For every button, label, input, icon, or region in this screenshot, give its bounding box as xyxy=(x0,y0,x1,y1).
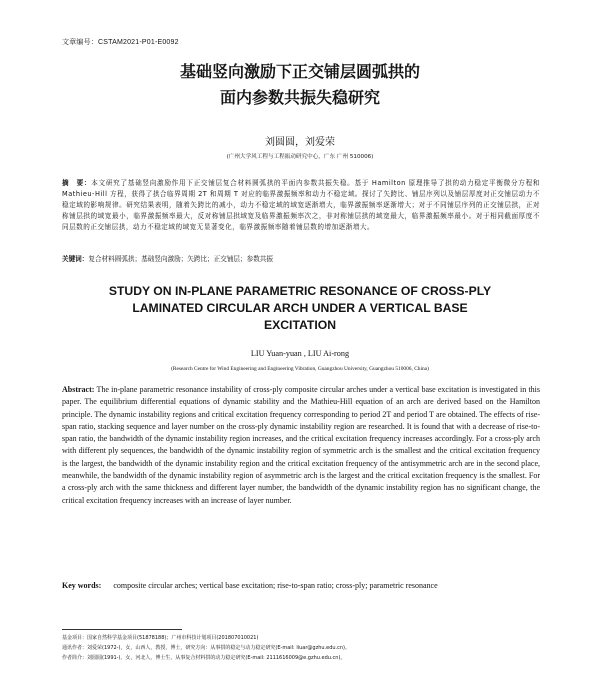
english-keywords-label: Key words: xyxy=(62,581,102,590)
chinese-authors: 刘圆圆，刘爱荣 xyxy=(265,137,335,148)
english-title-line-2: LAMINATED CIRCULAR ARCH UNDER A VERTICAL BASE xyxy=(132,301,468,315)
footnote-funding: 基金项目：国家自然科学基金项目(51878188)；广州市科技计划项目(201807010021) xyxy=(62,635,259,641)
footnotes xyxy=(62,633,350,663)
chinese-affiliation: (广州大学风工程与工程振动研究中心，广东 广州 510006) xyxy=(226,154,374,160)
footnote-divider xyxy=(62,629,182,630)
chinese-abstract-label: 摘 要： xyxy=(62,179,92,187)
english-keywords-text: composite circular arches; vertical base excitation; rise-to-span ratio; cross-ply; parametric resonance xyxy=(113,581,438,590)
english-abstract xyxy=(62,384,540,507)
english-authors: LIU Yuan-yuan , LIU Ai-rong xyxy=(250,349,350,358)
english-affiliation: (Research Centre for Wind Engineering and Engineering Vibration, Guangzhou University, Guangzhou 510006, China) xyxy=(171,366,429,372)
english-title-line-1: STUDY ON IN-PLANE PARAMETRIC RESONANCE OF CROSS-PLY xyxy=(108,284,492,298)
chinese-title-line-1: 基础竖向激励下正交铺层圆弧拱的 xyxy=(179,62,420,81)
english-title-line-3: EXCITATION xyxy=(264,318,336,332)
english-keywords xyxy=(62,580,540,592)
english-abstract-text: The in-plane parametric resonance instability of cross-ply composite circular arches under a vertical base excitation is investigated in this paper. The equilibrium differential equations of dynamic stability and the Mathieu-Hill equation of an arch are derived based on the Hamilton principle. The dynamic instability regions and critical excitation frequency corresponding to period 2T and period T are obtained. The effects of rise-span ratio, stacking sequence and layer number on the cross-ply dynamic instability region are researched. It is found that with a decrease of rise-to-span ratio, the bandwidth of the dynamic instability region increases, and the critical excitation frequency increases accordingly. For a cross-ply arch with different ply sequences, the bandwidth of the dynamic instability region of symmetric arch is the smallest and the critical excitation frequency is the largest, the bandwidth of the dynamic instability region and the critical excitation frequency of the antisymmetric arch are in the second place, meanwhile, the bandwidth of the dynamic instability region of asymmetric arch is the largest and the critical excitation frequency is the smallest. For a cross-ply arch with the same thickness and different layer number, the bandwidth of the dynamic instability region has no significant change, the critical excitation frequency increases with an increase of layer number. xyxy=(62,385,540,505)
english-abstract-label: Abstract: xyxy=(62,385,95,394)
chinese-keywords xyxy=(62,253,273,263)
chinese-title-line-2: 面内参数共振失稳研究 xyxy=(219,88,380,107)
document-number: 文章编号：CSTAM2021-P01-E0092 xyxy=(62,39,179,46)
footnote-author-bio: 作者简介：刘圆圆(1991-)，女，河北人，博士生，从事复合材料拱的动力稳定研究(E-mail: 2111616009@e.gzhu.edu.cn)。 xyxy=(62,655,346,661)
footnote-corresponding-author: 通讯作者：刘爱荣(1972-)，女，山西人，教授，博士，研究方向：从事拱的稳定与动力稳定研究(E-mail: liuar@gzhu.edu.cn)。 xyxy=(62,645,351,651)
chinese-abstract xyxy=(62,178,540,233)
chinese-keywords-label: 关键词： xyxy=(62,255,89,263)
chinese-abstract-text: 本文研究了基础竖向激励作用下正交铺层复合材料圆弧拱的平面内参数共振失稳。基于 Hamilton 原理推导了拱的动力稳定平衡微分方程和 Mathieu-Hill 方程，获得了拱合临界周期 2T 和周期 T 对应的临界激振频率和动力不稳定域。探讨了矢跨比、铺层序列以及铺层厚度对正交铺层动力不稳定域的影响规律。研究结果表明，随着矢跨比的减小，动力不稳定域的域宽逐渐增大，临界激振频率逐渐增大；对于不同铺层序列的正交铺层拱，正对称铺层拱的域宽最小，临界激振频率最大，反对称铺层拱域宽及临界激振频率次之，非对称铺层拱的域宽最大，临界激振频率最小。对于相同截面厚度不同层数的正交铺层拱，动力不稳定域的域宽无显著变化，临界激振频率随着铺层数的增加逐渐增大。 xyxy=(62,179,540,231)
chinese-keywords-text: 复合材料圆弧拱；基础竖向激励；矢跨比；正交铺层；参数共振 xyxy=(88,255,273,263)
